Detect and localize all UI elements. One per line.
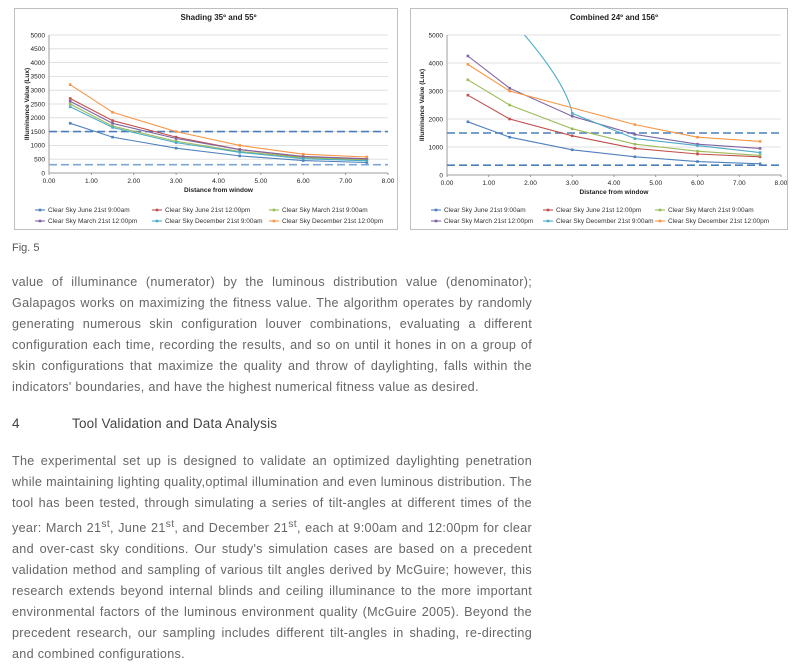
data-point (696, 144, 699, 147)
data-point (366, 160, 369, 163)
data-point (467, 79, 470, 82)
data-point (302, 153, 305, 156)
legend-entry: Clear Sky March 21st 9:00am (668, 207, 754, 214)
data-point (759, 140, 762, 143)
paragraph-part-c: , and December 21 (174, 521, 289, 536)
data-point (467, 94, 470, 97)
x-tick-label: 5.00 (649, 180, 663, 187)
series-line (70, 107, 367, 161)
data-point (111, 122, 114, 125)
paragraph-part-d: , each at 9:00am and 12:00pm for clear and over-cast sky conditions. Our study's simulation cases are based on a precedent validation method and sampling of various tilt angles derived by McGuire; however, this research extends beyond internal blinds and ceiling illuminance to the more important environmental factors of the luminous environment quality (McGuire 2005). Beyond the precedent research, our sampling includes different tilt-angles in shading, re-directing and combined configurations. (12, 521, 532, 662)
data-point (508, 118, 511, 121)
y-tick-label: 4000 (428, 60, 443, 68)
legend-marker (273, 209, 276, 212)
series-group (69, 83, 368, 163)
paragraph-part-a: The experimental set up is designed to validate an optimized daylighting penetration while maintaining lighting quality,optimal illumination and even luminous distribution. The tool has been tested, through simulating a series of tilt-angles at different times of the year: March 21 (12, 454, 532, 536)
legend-marker (547, 220, 550, 223)
series-line (70, 101, 367, 158)
data-point (571, 128, 574, 131)
x-tick-label: 1.00 (85, 178, 98, 185)
y-axis-label: Illuminance Value (Lux) (419, 68, 426, 142)
legend-entry: Clear Sky June 21st 12:00pm (556, 207, 642, 214)
y-tick-label: 4500 (30, 46, 45, 54)
x-tick-label: 0.00 (440, 180, 454, 187)
data-point (69, 83, 72, 86)
data-point (571, 112, 574, 115)
legend-entry: Clear Sky December 21st 9:00am (165, 218, 263, 225)
data-point (696, 136, 699, 139)
data-point (634, 156, 637, 159)
chart-combined (410, 8, 788, 230)
data-point (69, 122, 72, 125)
y-tick-label: 500 (34, 156, 45, 164)
legend-marker (435, 209, 438, 212)
legend-entry: Clear Sky March 21st 12:00pm (48, 218, 138, 225)
x-axis-label: Distance from window (579, 189, 649, 196)
paragraph-part-b: , June 21 (110, 521, 166, 536)
x-tick-label: 2.00 (127, 178, 141, 185)
legend-marker (659, 220, 662, 223)
data-point (111, 111, 114, 114)
x-tick-label: 7.00 (339, 178, 352, 185)
data-point (634, 123, 637, 126)
y-tick-label: 3000 (428, 88, 443, 96)
data-point (634, 143, 637, 146)
x-tick-label: 1.00 (482, 180, 496, 187)
data-point (634, 137, 637, 140)
y-tick-label: 1000 (428, 144, 443, 152)
section-heading (12, 416, 277, 431)
y-tick-label: 5000 (428, 32, 443, 40)
legend-entry: Clear Sky June 21st 12:00pm (165, 207, 251, 214)
legend-marker (435, 220, 438, 223)
data-point (508, 90, 511, 93)
x-tick-label: 8.00 (381, 178, 395, 185)
section-number: 4 (12, 416, 20, 431)
series-group (467, 9, 762, 165)
x-tick-label: 0.00 (42, 178, 56, 185)
chart-shading (14, 8, 398, 230)
x-tick-label: 2.00 (524, 180, 537, 187)
data-point (69, 105, 72, 108)
legend-marker (156, 220, 159, 223)
legend-marker (39, 209, 42, 212)
data-point (508, 104, 511, 107)
data-point (759, 154, 762, 157)
x-tick-label: 3.00 (565, 180, 579, 187)
y-tick-label: 0 (41, 170, 45, 178)
legend-entry: Clear Sky June 21st 9:00am (48, 207, 130, 214)
data-point (759, 147, 762, 150)
y-tick-label: 0 (439, 172, 443, 180)
legend-marker (273, 220, 276, 223)
data-point (238, 151, 241, 154)
series-line (70, 98, 367, 159)
legend-entry: Clear Sky March 21st 12:00pm (444, 218, 534, 225)
series-line (468, 56, 760, 148)
figure-caption: Fig. 5 (12, 242, 40, 254)
superscript-st-1: st (101, 518, 111, 530)
x-axis-label: Distance from window (184, 187, 253, 194)
legend-marker (547, 209, 550, 212)
x-tick-label: 4.00 (607, 180, 621, 187)
superscript-st-2: st (165, 518, 175, 530)
superscript-st-3: st (288, 518, 298, 530)
x-tick-label: 3.00 (169, 178, 183, 185)
paragraph-experiment (12, 451, 532, 665)
data-point (759, 163, 762, 166)
data-point (696, 160, 699, 163)
data-point (175, 141, 178, 144)
chart-combined-svg (411, 9, 787, 229)
legend-entry: Clear Sky December 21st 9:00am (556, 218, 654, 225)
data-point (571, 149, 574, 152)
data-point (238, 155, 241, 158)
chart-shading-svg (15, 9, 397, 229)
y-tick-label: 2500 (30, 101, 45, 109)
data-point (175, 130, 178, 133)
data-point (69, 103, 72, 106)
data-point (467, 63, 470, 66)
y-tick-label: 1000 (30, 142, 45, 150)
data-point (634, 133, 637, 136)
x-tick-label: 4.00 (212, 178, 225, 185)
paragraph-intro: value of illuminance (numerator) by the luminous distribution value (denominator); Galapagos works on maximizing the fitness value. The algorithm operates by randomly generating numerous skin configuration louver combinations, evaluating a different configuration each time, recording the results, and so on until it hones in on a group of skin configurations that maximize the quality and throw of daylighting, falls within the indicators' boundaries, and have the highest numerical fitness value as desired. (12, 275, 532, 394)
data-point (69, 100, 72, 103)
data-point (508, 136, 511, 139)
data-point (508, 87, 511, 90)
x-tick-label: 6.00 (296, 178, 310, 185)
legend-marker (39, 220, 42, 223)
data-point (302, 157, 305, 160)
data-point (111, 136, 114, 139)
y-axis-label: Illuminance Value (Lux) (24, 67, 31, 141)
y-tick-label: 5000 (30, 32, 45, 40)
y-tick-label: 1500 (30, 128, 45, 136)
y-tick-label: 2000 (30, 115, 45, 123)
y-tick-label: 4000 (30, 59, 45, 67)
data-point (571, 135, 574, 138)
data-point (238, 144, 241, 147)
chart-title: Combined 24º and 156º (569, 13, 659, 22)
data-point (111, 119, 114, 122)
data-point (467, 121, 470, 124)
x-tick-label: 6.00 (691, 180, 704, 187)
data-point (696, 150, 699, 153)
legend-entry: Clear Sky December 21st 12:00pm (282, 218, 384, 225)
data-point (175, 137, 178, 140)
y-tick-label: 2000 (428, 116, 443, 124)
x-tick-label: 8.00 (774, 180, 787, 187)
data-point (634, 147, 637, 150)
data-point (759, 151, 762, 154)
data-point (467, 55, 470, 58)
data-point (238, 148, 241, 151)
legend-entry: Clear Sky December 21st 12:00pm (668, 218, 770, 225)
data-point (696, 153, 699, 156)
y-tick-label: 3500 (30, 73, 45, 81)
legend-marker (659, 209, 662, 212)
legend-entry: Clear Sky June 21st 9:00am (444, 207, 526, 214)
section-title: Tool Validation and Data Analysis (72, 416, 278, 431)
data-point (571, 115, 574, 118)
data-point (175, 147, 178, 150)
data-point (69, 97, 72, 100)
x-tick-label: 5.00 (254, 178, 268, 185)
chart-title: Shading 35º and 55º (180, 13, 257, 22)
x-tick-label: 7.00 (732, 180, 746, 187)
data-point (111, 126, 114, 129)
y-tick-label: 3000 (30, 87, 45, 95)
data-point (366, 156, 369, 159)
legend-marker (156, 209, 159, 212)
legend-entry: Clear Sky March 21st 9:00am (282, 207, 368, 214)
